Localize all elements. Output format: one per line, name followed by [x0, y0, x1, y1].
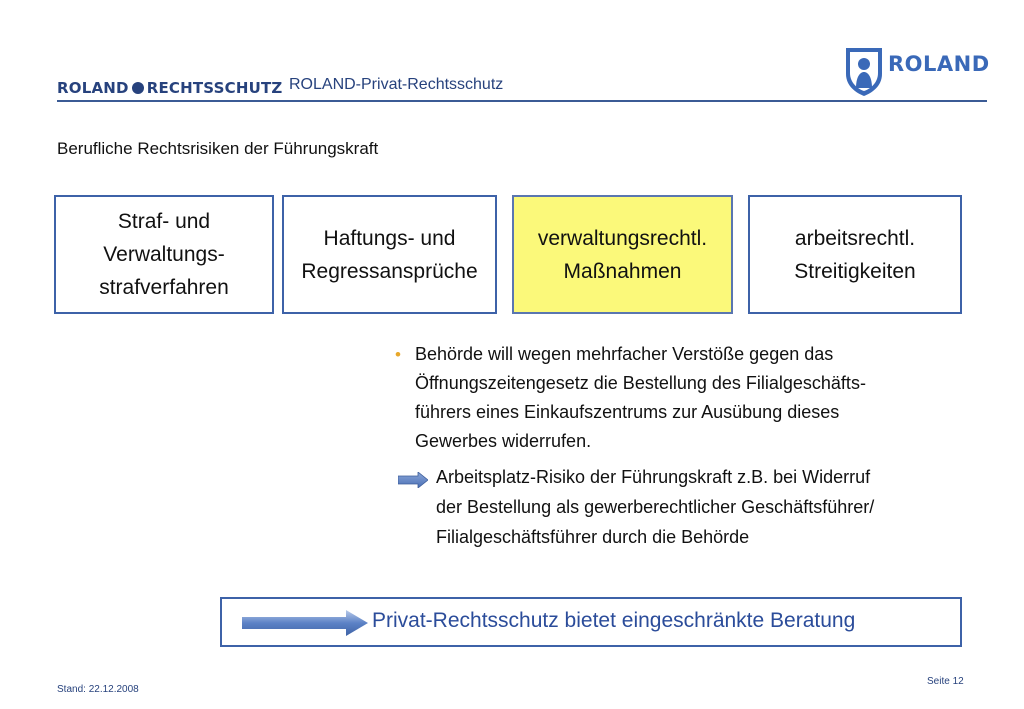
footer-date: Stand: 22.12.2008 [57, 684, 139, 695]
conclusion-box [220, 597, 962, 647]
roland-rechtsschutz-brand [57, 79, 282, 97]
page-title: Berufliche Rechtsrisiken der Führungskraft [57, 139, 379, 158]
risk-box-label: Straf- und Verwaltungs- strafverfahren [99, 210, 229, 299]
brand-right: RECHTSSCHUTZ [146, 79, 283, 97]
bullet-icon: • [395, 345, 401, 364]
bullet-text: Behörde will wegen mehrfacher Verstöße gegen das Öffnungszeitengesetz die Bestellung des Filialgeschäfts- führers eines Einkaufszentrums zur Ausübung dieses Gewerbes widerrufen. [415, 344, 866, 451]
risk-box-label: arbeitsrechtl. Streitigkeiten [794, 226, 916, 283]
consequence-text: Arbeitsplatz-Risiko der Führungskraft z.B. bei Widerruf der Bestellung als gewerberechtlicher Geschäftsführer/ Filialgeschäftsführer durch die Behörde [436, 467, 875, 547]
long-arrow-right-icon [242, 610, 368, 636]
risk-box-haftung [282, 195, 497, 314]
arrow-right-icon [398, 472, 428, 488]
brand-dot-icon [132, 82, 144, 94]
risk-box-arbeitsrecht [748, 195, 962, 314]
product-name: ROLAND-Privat-Rechtsschutz [289, 76, 504, 93]
shield-knight-icon [842, 44, 886, 98]
risk-box-label: verwaltungsrechtl. Maßnahmen [537, 226, 708, 283]
logo-text: ROLAND [888, 52, 990, 76]
risk-box-straf [54, 195, 274, 314]
header-divider [57, 100, 987, 102]
roland-logo [842, 44, 992, 98]
risk-box-label: Haftungs- und Regressansprüche [301, 226, 478, 283]
brand-left: ROLAND [57, 79, 129, 97]
risk-box-verwaltung-highlighted [512, 195, 733, 314]
footer-page-number: Seite 12 [927, 676, 964, 687]
conclusion-text: Privat-Rechtsschutz bietet eingeschränkte Beratung [372, 609, 856, 632]
example-bullet [395, 340, 965, 456]
